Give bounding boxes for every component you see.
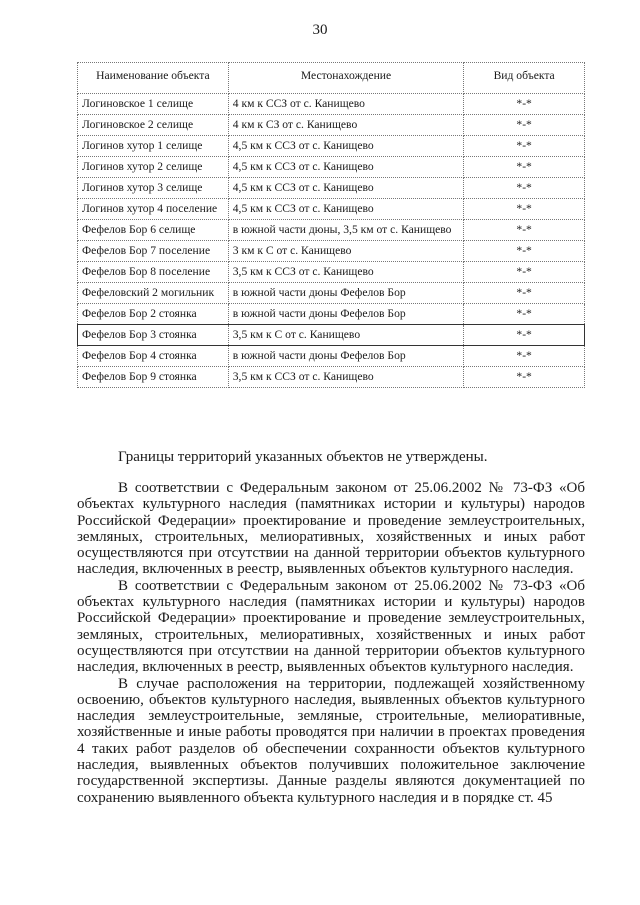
cell-name: Логинов хутор 2 селище bbox=[78, 157, 229, 178]
cell-location: 4,5 км к ССЗ от с. Канищево bbox=[228, 178, 464, 199]
cell-type: *-* bbox=[464, 325, 585, 346]
cell-location: 3,5 км к ССЗ от с. Канищево bbox=[228, 262, 464, 283]
boundaries-note: Границы территорий указанных объектов не утверждены. bbox=[118, 449, 488, 465]
cell-type: *-* bbox=[464, 199, 585, 220]
cell-type: *-* bbox=[464, 115, 585, 136]
cell-name: Фефелов Бор 3 стоянка bbox=[78, 325, 229, 346]
table-row bbox=[78, 346, 585, 367]
cell-name: Фефелов Бор 8 поселение bbox=[78, 262, 229, 283]
cell-type: *-* bbox=[464, 157, 585, 178]
cell-location: в южной части дюны Фефелов Бор bbox=[228, 346, 464, 367]
table-row bbox=[78, 304, 585, 325]
table-row-highlighted bbox=[78, 325, 585, 346]
cell-name: Фефелов Бор 7 поселение bbox=[78, 241, 229, 262]
cell-name: Фефелов Бор 6 селище bbox=[78, 220, 229, 241]
cell-location: 3,5 км к ССЗ от с. Канищево bbox=[228, 367, 464, 388]
cell-name: Фефелов Бор 9 стоянка bbox=[78, 367, 229, 388]
cell-name: Логинов хутор 4 поселение bbox=[78, 199, 229, 220]
paragraph: В случае расположения на территории, подлежащей хозяйственному освоению, объектов культурного наследия, выявленных объектов культурного наследия землеустроительные, земляные, строительные, мелиоративные, хозяйственные и иные работы проводятся при наличии в проектах проведения 4 таких работ разделов об обеспечении сохранности объектов культурного наследия, выявленных объектов получивших положительное заключение государственной экспертизы. Данные разделы являются документацией по сохранению выявленного объекта культурного наследия и в порядке ст. 45 bbox=[77, 675, 585, 806]
cell-name: Фефелов Бор 2 стоянка bbox=[78, 304, 229, 325]
cell-type: *-* bbox=[464, 304, 585, 325]
table-row bbox=[78, 199, 585, 220]
cell-type: *-* bbox=[464, 283, 585, 304]
table-row bbox=[78, 178, 585, 199]
table-row bbox=[78, 94, 585, 115]
cell-name: Фефелов Бор 4 стоянка bbox=[78, 346, 229, 367]
page-number: 30 bbox=[312, 22, 328, 38]
table-row bbox=[78, 241, 585, 262]
cell-type: *-* bbox=[464, 241, 585, 262]
header-name: Наименование объекта bbox=[78, 63, 229, 94]
cell-location: 4 км к ССЗ от с. Канищево bbox=[228, 94, 464, 115]
table-row bbox=[78, 157, 585, 178]
cell-type: *-* bbox=[464, 262, 585, 283]
cell-type: *-* bbox=[464, 94, 585, 115]
cell-type: *-* bbox=[464, 136, 585, 157]
cell-type: *-* bbox=[464, 367, 585, 388]
cell-name: Логинов хутор 1 селище bbox=[78, 136, 229, 157]
cell-location: в южной части дюны Фефелов Бор bbox=[228, 283, 464, 304]
table-row bbox=[78, 115, 585, 136]
cell-location: 3 км к С от с. Канищево bbox=[228, 241, 464, 262]
cell-location: 3,5 км к С от с. Канищево bbox=[228, 325, 464, 346]
cell-location: 4 км к СЗ от с. Канищево bbox=[228, 115, 464, 136]
cell-location: 4,5 км к ССЗ от с. Канищево bbox=[228, 157, 464, 178]
table-row bbox=[78, 262, 585, 283]
header-type: Вид объекта bbox=[464, 63, 585, 94]
table-row bbox=[78, 136, 585, 157]
table-row bbox=[78, 367, 585, 388]
cell-location: 4,5 км к ССЗ от с. Канищево bbox=[228, 136, 464, 157]
cell-location: 4,5 км к ССЗ от с. Канищево bbox=[228, 199, 464, 220]
cell-name: Логиновское 2 селище bbox=[78, 115, 229, 136]
cell-type: *-* bbox=[464, 178, 585, 199]
body-text bbox=[77, 480, 585, 806]
cell-name: Логинов хутор 3 селище bbox=[78, 178, 229, 199]
cell-type: *-* bbox=[464, 346, 585, 367]
paragraph: В соответствии с Федеральным законом от 25.06.2002 № 73-ФЗ «Об объектах культурного наследия (памятниках истории и культуры) народов Российской Федерации» проектирование и проведение землеустроительных, земляных, строительных, мелиоративных, хозяйственных и иных работ осуществляются при отсутствии на данной территории объектов культурного наследия, включенных в реестр, выявленных объектов культурного наследия. bbox=[77, 577, 585, 676]
objects-table bbox=[77, 62, 585, 388]
table-header-row bbox=[78, 63, 585, 94]
cell-location: в южной части дюны, 3,5 км от с. Канищево bbox=[228, 220, 464, 241]
table-row bbox=[78, 220, 585, 241]
cell-name: Фефеловский 2 могильник bbox=[78, 283, 229, 304]
paragraph: В соответствии с Федеральным законом от 25.06.2002 № 73-ФЗ «Об объектах культурного наследия (памятниках истории и культуры) народов Российской Федерации» проектирование и проведение землеустроительных, земляных, строительных, мелиоративных, хозяйственных и иных работ осуществляются при отсутствии на данной территории объектов культурного наследия, включенных в реестр, выявленных объектов культурного наследия. bbox=[77, 480, 585, 578]
cell-name: Логиновское 1 селище bbox=[78, 94, 229, 115]
cell-location: в южной части дюны Фефелов Бор bbox=[228, 304, 464, 325]
cell-type: *-* bbox=[464, 220, 585, 241]
table-row bbox=[78, 283, 585, 304]
header-location: Местонахождение bbox=[228, 63, 464, 94]
